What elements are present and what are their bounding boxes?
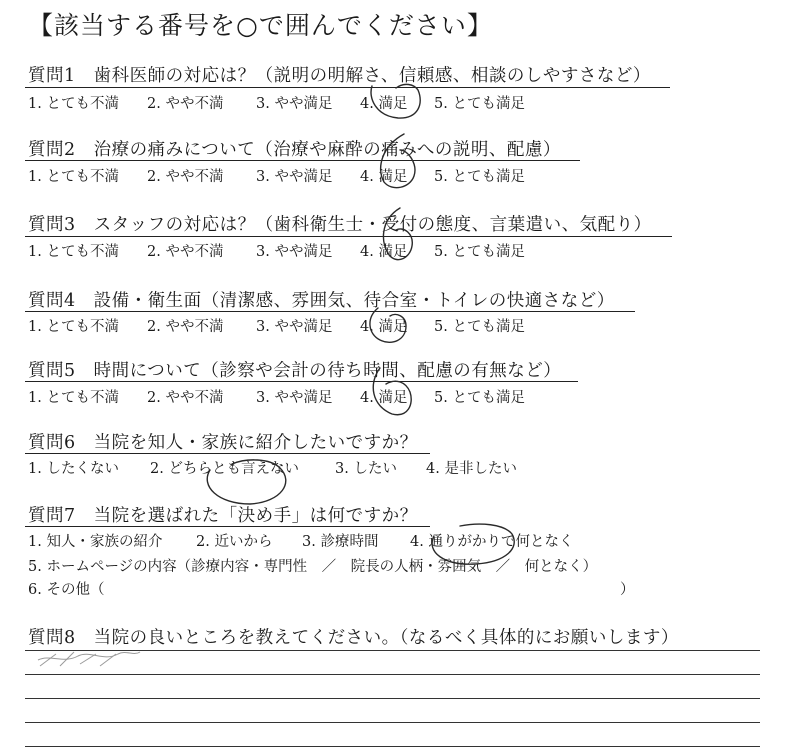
question-7-underline <box>25 526 430 527</box>
q4-option-2[interactable]: 2. やや不満 <box>147 319 224 335</box>
q1-option-5[interactable]: 5. とても満足 <box>434 96 525 112</box>
question-2-underline <box>25 160 580 161</box>
q3-option-4[interactable]: 4. 満足 <box>360 244 408 260</box>
question-3-label: 質問3 スタッフの対応は？（歯科衛生士・受付の態度、言葉遣い、気配り） <box>28 215 652 235</box>
q6-option-2[interactable]: 2. どちらとも言えない <box>150 461 299 477</box>
q1-option-1[interactable]: 1. とても不満 <box>28 96 119 112</box>
q5-option-3[interactable]: 3. やや満足 <box>256 390 333 406</box>
question-1-underline <box>25 87 670 88</box>
q5-option-2[interactable]: 2. やや不満 <box>147 390 224 406</box>
question-8-label: 質問8 当院の良いところを教えてください。（なるべく具体的にお願いします） <box>28 628 679 648</box>
q6-option-4[interactable]: 4. 是非したい <box>426 461 517 477</box>
q7-option-1[interactable]: 1. 知人・家族の紹介 <box>28 534 163 550</box>
question-5-label: 質問5 時間について（診察や会計の待ち時間、配慮の有無など） <box>28 361 562 381</box>
form-header: 【該当する番号を○で囲んでください】 <box>28 11 493 40</box>
question-3-underline <box>25 236 672 237</box>
question-1-label: 質問1 歯科医師の対応は？（説明の明解さ、信頼感、相談のしやすさなど） <box>28 66 651 86</box>
q7-option-6-close-paren: ） <box>620 582 635 598</box>
q1-option-4[interactable]: 4. 満足 <box>360 96 408 112</box>
question-6-underline <box>25 453 430 454</box>
q2-option-5[interactable]: 5. とても満足 <box>434 169 525 185</box>
question-7-label: 質問7 当院を選ばれた「決め手」は何ですか？ <box>28 506 418 526</box>
q2-option-3[interactable]: 3. やや満足 <box>256 169 333 185</box>
q6-option-3[interactable]: 3. したい <box>335 461 397 477</box>
q3-option-3[interactable]: 3. やや満足 <box>256 244 333 260</box>
answer-line <box>25 650 760 651</box>
q1-option-2[interactable]: 2. やや不満 <box>147 96 224 112</box>
q8-erased-scribble <box>40 652 116 666</box>
answer-line <box>25 722 760 723</box>
q4-option-3[interactable]: 3. やや満足 <box>256 319 333 335</box>
question-4-label: 質問4 設備・衛生面（清潔感、雰囲気、待合室・トイレの快適さなど） <box>28 291 615 311</box>
q7-option-6[interactable]: 6. その他（ <box>28 582 105 598</box>
q7-option-5[interactable]: 5. ホームページの内容（診療内容・専門性 ／ 院長の人柄・雰囲気 ／ 何となく） <box>28 559 598 575</box>
q2-option-2[interactable]: 2. やや不満 <box>147 169 224 185</box>
q7-option-4[interactable]: 4. 通りがかりで何となく <box>410 534 574 550</box>
q5-option-5[interactable]: 5. とても満足 <box>434 390 525 406</box>
answer-line <box>25 674 760 675</box>
q5-option-1[interactable]: 1. とても不満 <box>28 390 119 406</box>
q2-option-4[interactable]: 4. 満足 <box>360 169 408 185</box>
q4-option-5[interactable]: 5. とても満足 <box>434 319 525 335</box>
answer-line <box>25 698 760 699</box>
q7-option-2[interactable]: 2. 近いから <box>196 534 273 550</box>
q8-erased-scribble <box>38 652 140 660</box>
q4-option-1[interactable]: 1. とても不満 <box>28 319 119 335</box>
question-5-underline <box>25 381 578 382</box>
q3-option-1[interactable]: 1. とても不満 <box>28 244 119 260</box>
q3-option-2[interactable]: 2. やや不満 <box>147 244 224 260</box>
q4-option-4[interactable]: 4. 満足 <box>360 319 408 335</box>
q1-option-3[interactable]: 3. やや満足 <box>256 96 333 112</box>
q6-option-1[interactable]: 1. したくない <box>28 461 119 477</box>
question-2-label: 質問2 治療の痛みについて（治療や麻酔の痛みへの説明、配慮） <box>28 140 561 160</box>
answer-line <box>25 746 760 747</box>
q3-option-5[interactable]: 5. とても満足 <box>434 244 525 260</box>
q7-option-3[interactable]: 3. 診療時間 <box>302 534 379 550</box>
question-6-label: 質問6 当院を知人・家族に紹介したいですか？ <box>28 433 418 453</box>
question-4-underline <box>25 311 635 312</box>
q5-option-4[interactable]: 4. 満足 <box>360 390 408 406</box>
q2-option-1[interactable]: 1. とても不満 <box>28 169 119 185</box>
